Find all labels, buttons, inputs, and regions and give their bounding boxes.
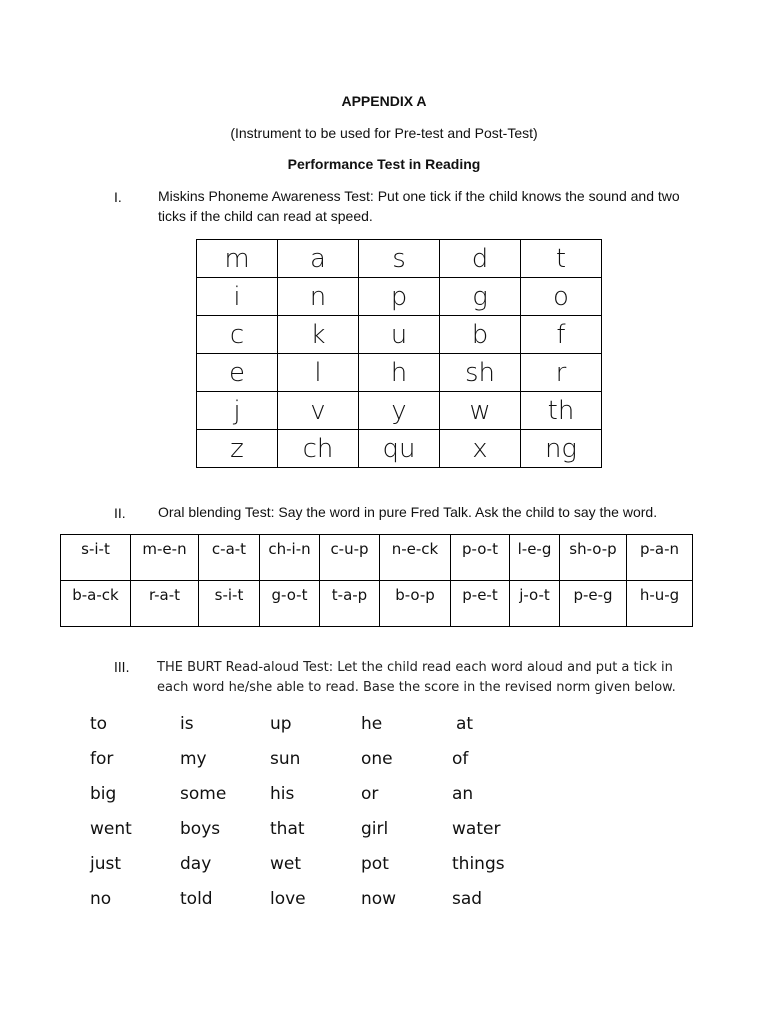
word-item: big: [90, 784, 117, 804]
blending-cell: m-e-n: [131, 535, 199, 581]
grid-row: [197, 240, 602, 278]
grid-cell: e: [197, 354, 278, 392]
word-item: love: [270, 889, 306, 909]
grid-cell: m: [197, 240, 278, 278]
blending-table: [60, 534, 693, 627]
appendix-subtitle: (Instrument to be used for Pre-test and Post-Test): [230, 125, 538, 141]
word-item: boys: [180, 819, 221, 839]
grid-cell: r: [521, 354, 602, 392]
grid-cell: th: [521, 392, 602, 430]
section-1-instructions: [158, 186, 718, 226]
grid-cell: a: [278, 240, 359, 278]
grid-cell: c: [197, 316, 278, 354]
blending-cell: p-a-n: [627, 535, 693, 581]
grid-cell: x: [440, 430, 521, 468]
blending-cell: p-e-g: [560, 581, 627, 627]
grid-cell: o: [521, 278, 602, 316]
word-item: sad: [452, 889, 483, 909]
word-item: of: [452, 749, 469, 769]
grid-cell: qu: [359, 430, 440, 468]
word-item: my: [180, 749, 207, 769]
blending-row: [61, 535, 693, 581]
grid-cell: g: [440, 278, 521, 316]
section-3-line-1: THE BURT Read-aloud Test: Let the child read each word aloud and put a tick in: [157, 660, 673, 675]
grid-cell: s: [359, 240, 440, 278]
grid-cell: p: [359, 278, 440, 316]
blending-cell: g-o-t: [260, 581, 320, 627]
blending-cell: c-a-t: [199, 535, 260, 581]
word-item: is: [180, 714, 194, 734]
word-item: no: [90, 889, 112, 909]
grid-row: [197, 316, 602, 354]
phoneme-grid: [196, 239, 602, 468]
section-1-line-2: ticks if the child can read at speed.: [158, 208, 373, 224]
word-item: day: [180, 854, 212, 874]
grid-cell: ch: [278, 430, 359, 468]
grid-cell: d: [440, 240, 521, 278]
word-item: to: [90, 714, 108, 734]
blending-cell: t-a-p: [320, 581, 380, 627]
grid-cell: j: [197, 392, 278, 430]
word-item: pot: [361, 854, 389, 874]
grid-cell: l: [278, 354, 359, 392]
blending-cell: p-e-t: [451, 581, 510, 627]
grid-cell: i: [197, 278, 278, 316]
section-3-instructions: [157, 658, 717, 698]
word-item: things: [452, 854, 505, 874]
word-item: went: [90, 819, 132, 839]
blending-cell: s-i-t: [61, 535, 131, 581]
word-item: for: [90, 749, 114, 769]
grid-cell: z: [197, 430, 278, 468]
blending-cell: r-a-t: [131, 581, 199, 627]
grid-cell: ng: [521, 430, 602, 468]
section-3-numeral: III.: [114, 661, 130, 676]
grid-cell: h: [359, 354, 440, 392]
grid-row: [197, 392, 602, 430]
grid-cell: f: [521, 316, 602, 354]
word-item: an: [452, 784, 474, 804]
word-item: or: [361, 784, 379, 804]
word-item: girl: [361, 819, 389, 839]
blending-cell: p-o-t: [451, 535, 510, 581]
grid-row: [197, 354, 602, 392]
grid-cell: w: [440, 392, 521, 430]
blending-cell: h-u-g: [627, 581, 693, 627]
word-item: he: [361, 714, 383, 734]
section-3-line-2: each word he/she able to read. Base the score in the revised norm given below.: [157, 680, 676, 695]
word-item: now: [361, 889, 397, 909]
word-item: sun: [270, 749, 301, 769]
word-item: some: [180, 784, 227, 804]
word-item: his: [270, 784, 295, 804]
section-2-instructions: Oral blending Test: Say the word in pure Fred Talk. Ask the child to say the word.: [158, 504, 658, 520]
blending-cell: n-e-ck: [380, 535, 451, 581]
section-1-line-1: Miskins Phoneme Awareness Test: Put one tick if the child knows the sound and two: [158, 188, 680, 204]
grid-cell: u: [359, 316, 440, 354]
word-item: that: [270, 819, 305, 839]
blending-cell: j-o-t: [510, 581, 560, 627]
blending-cell: b-o-p: [380, 581, 451, 627]
blending-cell: s-i-t: [199, 581, 260, 627]
blending-cell: l-e-g: [510, 535, 560, 581]
word-item: water: [452, 819, 501, 839]
grid-row: [197, 430, 602, 468]
word-item: just: [90, 854, 122, 874]
appendix-title: APPENDIX A: [341, 93, 427, 109]
word-item: wet: [270, 854, 302, 874]
word-item: one: [361, 749, 393, 769]
grid-cell: b: [440, 316, 521, 354]
section-1-numeral: I.: [114, 189, 122, 205]
blending-cell: b-a-ck: [61, 581, 131, 627]
grid-cell: y: [359, 392, 440, 430]
grid-cell: n: [278, 278, 359, 316]
grid-cell: t: [521, 240, 602, 278]
grid-cell: sh: [440, 354, 521, 392]
grid-row: [197, 278, 602, 316]
blending-cell: ch-i-n: [260, 535, 320, 581]
word-item: told: [180, 889, 213, 909]
word-item: up: [270, 714, 292, 734]
grid-cell: k: [278, 316, 359, 354]
grid-cell: v: [278, 392, 359, 430]
section-2-numeral: II.: [114, 505, 126, 521]
word-item: at: [456, 714, 474, 734]
blending-cell: sh-o-p: [560, 535, 627, 581]
blending-row: [61, 581, 693, 627]
blending-cell: c-u-p: [320, 535, 380, 581]
section-heading: Performance Test in Reading: [287, 156, 481, 172]
